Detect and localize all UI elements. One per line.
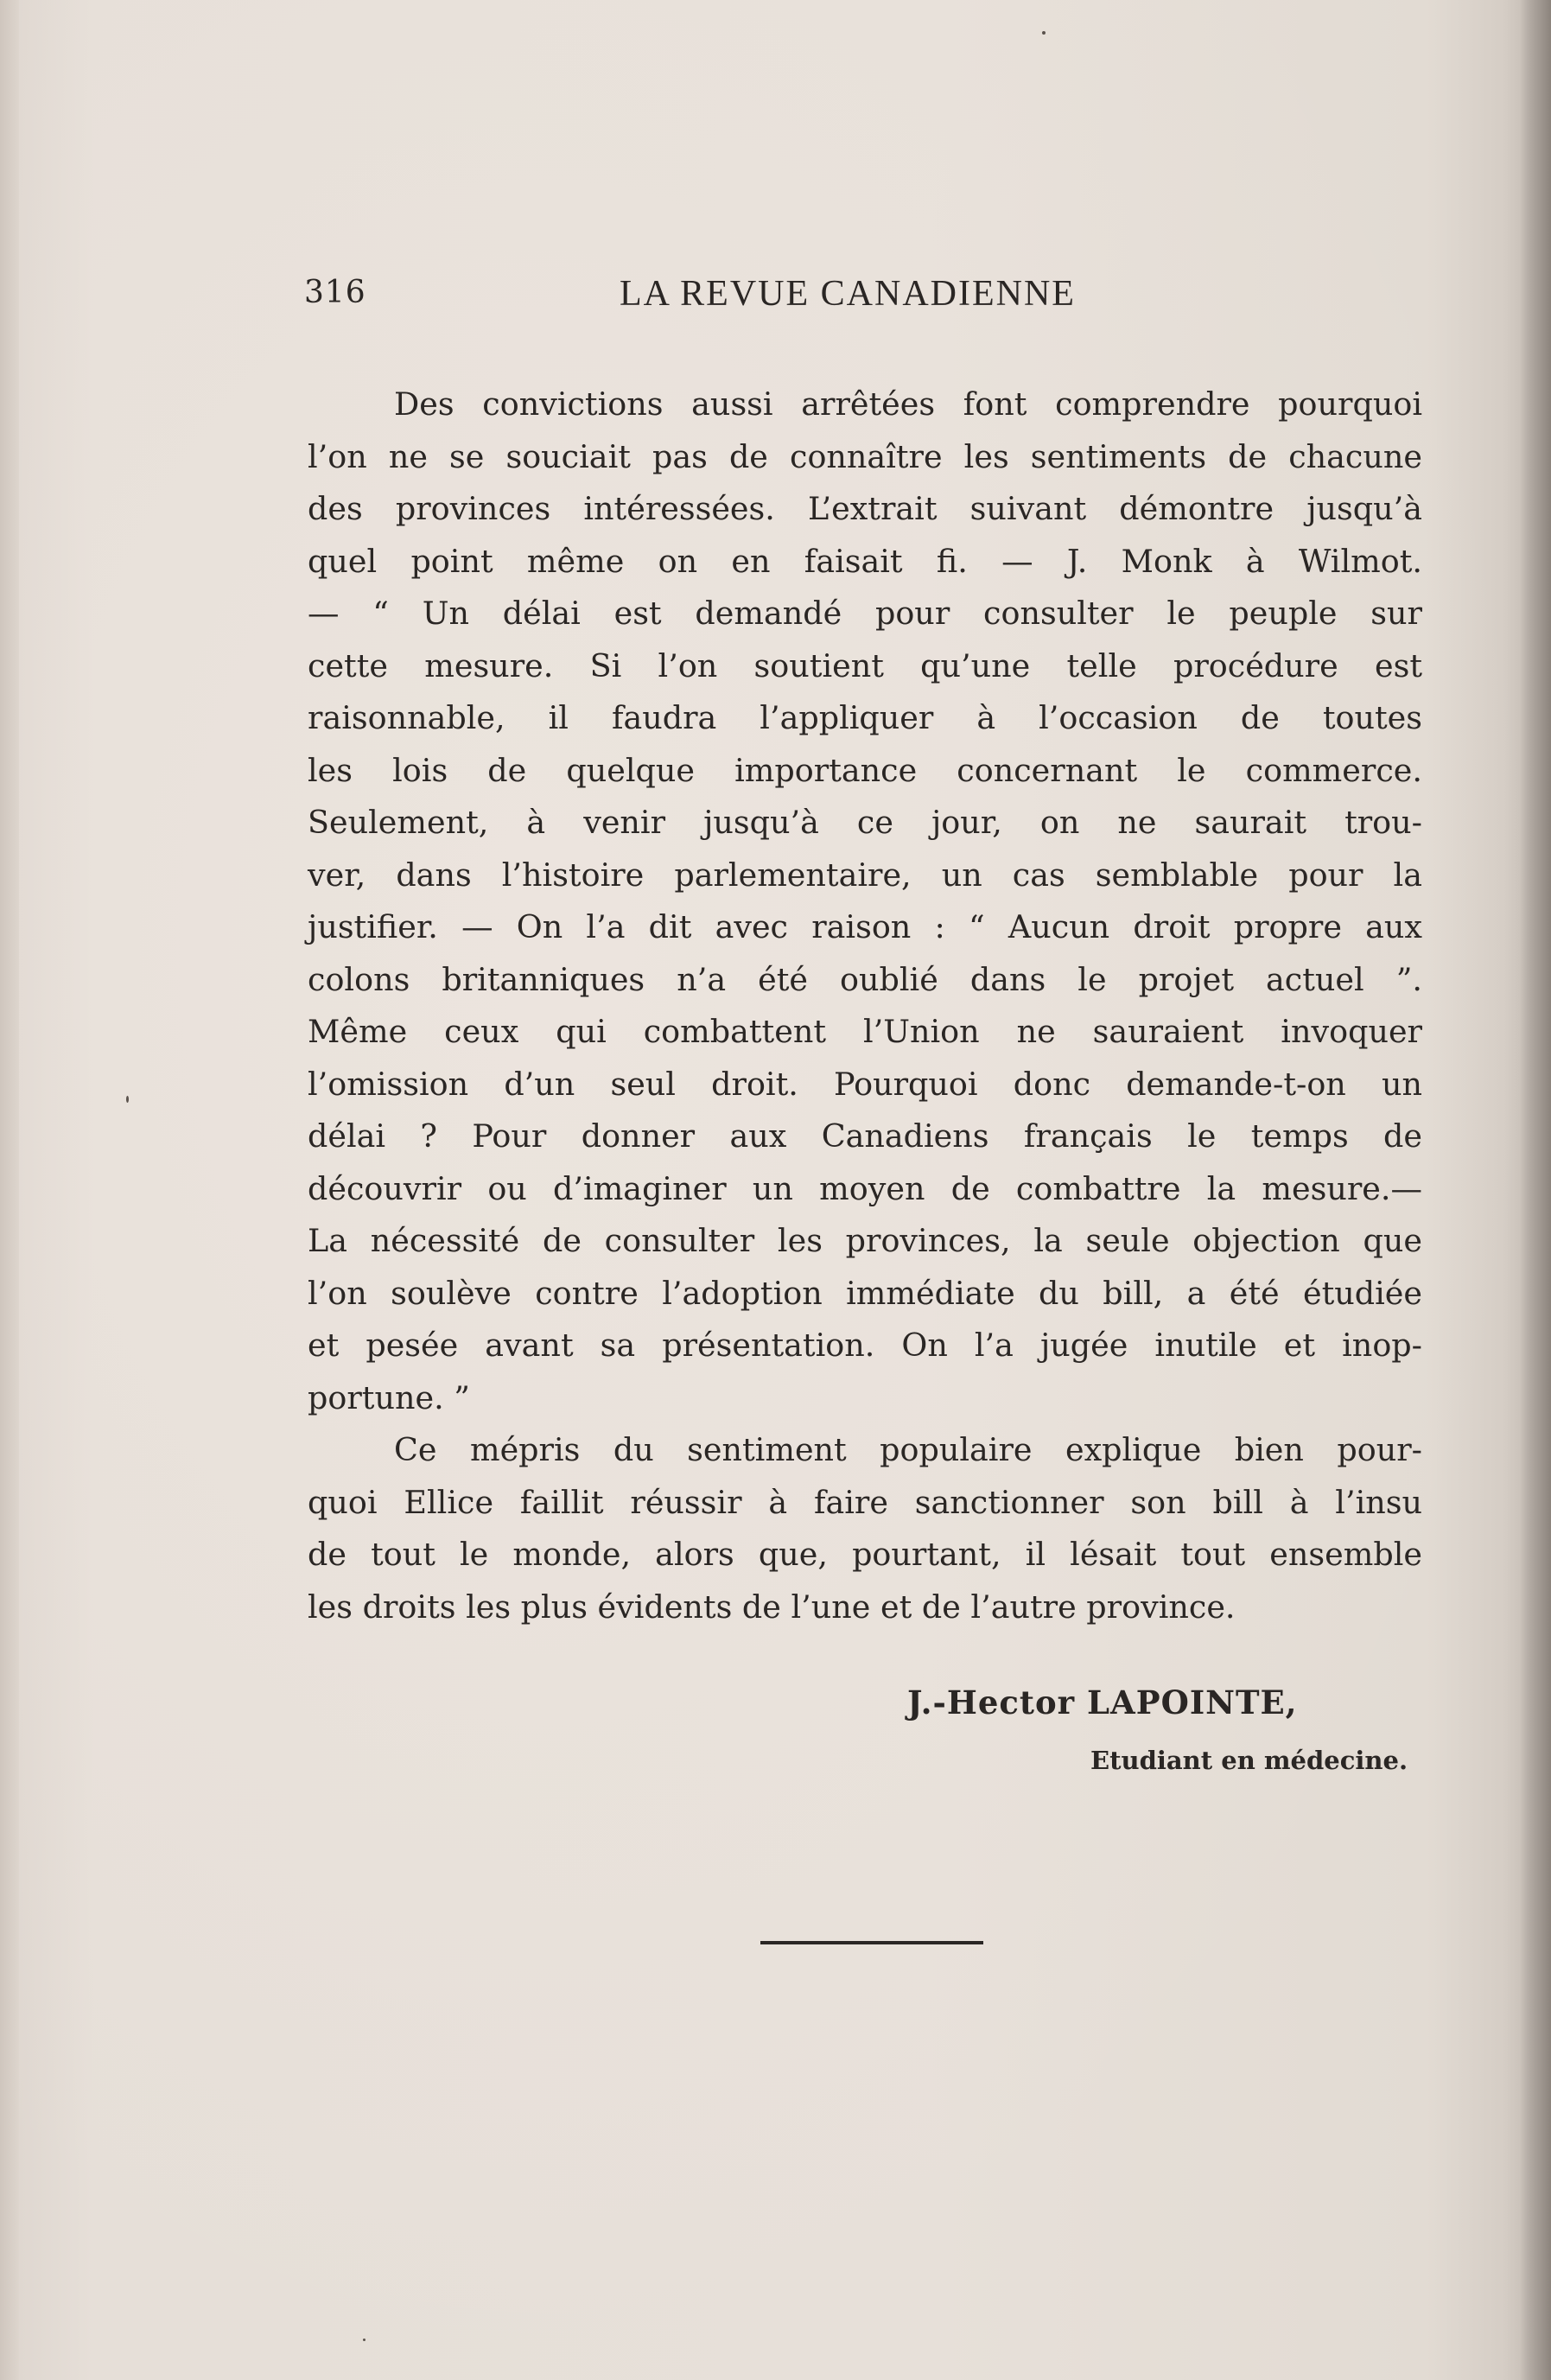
paper-speck (126, 1096, 129, 1103)
running-head (304, 270, 1168, 318)
text-line: Ce mépris du sentiment populaire explique bien pour- (394, 1431, 1422, 1468)
text-line: quoi Ellice faillit réussir à faire sanctionner son bill à l’insu (308, 1483, 1422, 1521)
journal-title: LA REVUE CANADIENNE (620, 274, 1076, 314)
text-line: Seulement, à venir jusqu’à ce jour, on ne saurait trou- (308, 804, 1422, 841)
text-line: l’omission d’un seul droit. Pourquoi donc demande-t-on un (308, 1065, 1422, 1103)
paper-speck (363, 2339, 366, 2341)
text-line: découvrir ou d’imaginer un moyen de combattre la mesure.— (308, 1169, 1422, 1207)
page-left-edge (0, 0, 19, 2380)
text-line: colons britanniques n’a été oublié dans le projet actuel ”. (308, 960, 1422, 998)
end-rule (760, 1941, 983, 1944)
text-line: des provinces intéressées. L’extrait suivant démontre jusqu’à (308, 490, 1422, 527)
author-signature: J.-Hector LAPOINTE, (907, 1683, 1298, 1721)
text-line: les lois de quelque importance concernant le commerce. (308, 751, 1422, 789)
body-text (308, 379, 1422, 1633)
text-line: délai ? Pour donner aux Canadiens français le temps de (308, 1117, 1422, 1155)
paper-speck (1042, 31, 1046, 35)
text-line: ver, dans l’histoire parlementaire, un cas semblable pour la (308, 856, 1422, 894)
text-line: portune. ” (308, 1378, 470, 1416)
text-line: justifier. — On l’a dit avec raison : “ Aucun droit propre aux (308, 908, 1422, 945)
text-line: quel point même on en faisait fi. — J. Monk à Wilmot. (308, 542, 1422, 580)
author-affiliation: Etudiant en médecine. (1090, 1746, 1408, 1775)
text-line: de tout le monde, alors que, pourtant, il lésait tout ensemble (308, 1536, 1422, 1573)
text-line: les droits les plus évidents de l’une et de l’autre province. (308, 1588, 1236, 1626)
text-line: La nécessité de consulter les provinces, la seule objection que (308, 1222, 1422, 1259)
page-binding-shadow (1520, 0, 1551, 2380)
text-line: l’on ne se souciait pas de connaître les sentiments de chacune (308, 437, 1422, 475)
page-number: 316 (304, 275, 366, 310)
text-line: Des convictions aussi arrêtées font comprendre pourquoi (394, 385, 1422, 423)
text-line: cette mesure. Si l’on soutient qu’une telle procédure est (308, 646, 1422, 684)
text-line: — “ Un délai est demandé pour consulter le peuple sur (308, 595, 1422, 632)
text-line: raisonnable, il faudra l’appliquer à l’occasion de toutes (308, 699, 1422, 736)
text-line: et pesée avant sa présentation. On l’a jugée inutile et inop- (308, 1327, 1422, 1364)
text-line: Même ceux qui combattent l’Union ne sauraient invoquer (308, 1013, 1422, 1050)
text-line: l’on soulève contre l’adoption immédiate du bill, a été étudiée (308, 1274, 1422, 1312)
